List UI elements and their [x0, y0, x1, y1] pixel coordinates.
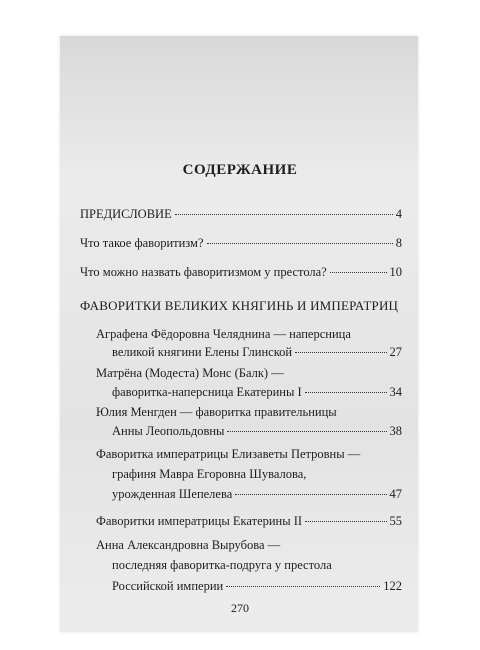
toc-entry-preface[interactable] [80, 206, 402, 222]
toc-item-line: Матрёна (Модеста) Монс (Балк) — [96, 366, 284, 380]
toc-item-mengden[interactable] [112, 423, 402, 439]
toc-entry-text: Что можно назвать фаворитизмом у престола? [80, 265, 327, 279]
dot-leader [305, 521, 386, 522]
dot-leader [295, 352, 386, 353]
toc-entry-text: Российской империи [112, 579, 224, 593]
toc-entry-page: 10 [389, 265, 402, 279]
toc-item-line: Аграфена Фёдоровна Челяднина — наперсница [96, 327, 351, 341]
toc-entry-text: ПРЕДИСЛОВИЕ [80, 207, 172, 221]
toc-item-line: Анна Александровна Вырубова — [96, 538, 281, 552]
toc-item-chelyadnina[interactable] [112, 344, 402, 360]
toc-item-line: Юлия Менгден — фаворитка правительницы [96, 405, 337, 419]
dot-leader [305, 392, 387, 393]
toc-entry-text: великой княгини Елены Глинской [112, 345, 293, 359]
toc-entry-text: Фаворитки императрицы Екатерины II [96, 514, 303, 528]
toc-item-vyrubova[interactable] [112, 578, 402, 594]
toc-item-line: графиня Мавра Егоровна Шувалова, [112, 467, 307, 481]
toc-entry-favoritism-at-throne[interactable] [80, 264, 402, 280]
page-shade-top [60, 36, 418, 181]
toc-entry-text: урожденная Шепелева [112, 487, 233, 501]
page-number: 270 [231, 601, 249, 615]
dot-leader [175, 214, 393, 215]
section-heading[interactable]: ФАВОРИТКИ ВЕЛИКИХ КНЯГИНЬ И ИМПЕРАТРИЦ [80, 298, 399, 313]
dot-leader [235, 494, 386, 495]
toc-entry-page: 55 [389, 514, 402, 528]
toc-entry-text: Что такое фаворитизм? [80, 236, 204, 250]
toc-entry-text: Анны Леопольдовны [112, 424, 225, 438]
toc-entry-page: 8 [395, 236, 402, 250]
dot-leader [207, 243, 393, 244]
toc-item-mons[interactable] [112, 384, 402, 400]
toc-item-catherine-ii[interactable] [96, 513, 402, 529]
toc-entry-page: 34 [389, 385, 402, 399]
toc-entry-text: фаворитка-наперсница Екатерины I [112, 385, 302, 399]
toc-entry-page: 38 [389, 424, 402, 438]
dot-leader [330, 272, 387, 273]
toc-item-shuvalova[interactable] [112, 486, 402, 502]
toc-entry-page: 47 [389, 487, 402, 501]
dot-leader [227, 431, 386, 432]
toc-entry-page: 122 [383, 579, 402, 593]
page-title: СОДЕРЖАНИЕ [182, 162, 298, 178]
toc-entry-page: 27 [389, 345, 402, 359]
toc-item-line: Фаворитка императрицы Елизаветы Петровны — [96, 447, 361, 461]
toc-item-line: последняя фаворитка-подруга у престола [112, 558, 332, 572]
dot-leader [226, 586, 380, 587]
toc-entry-page: 4 [395, 207, 402, 221]
toc-entry-what-is-favoritism[interactable] [80, 235, 402, 251]
